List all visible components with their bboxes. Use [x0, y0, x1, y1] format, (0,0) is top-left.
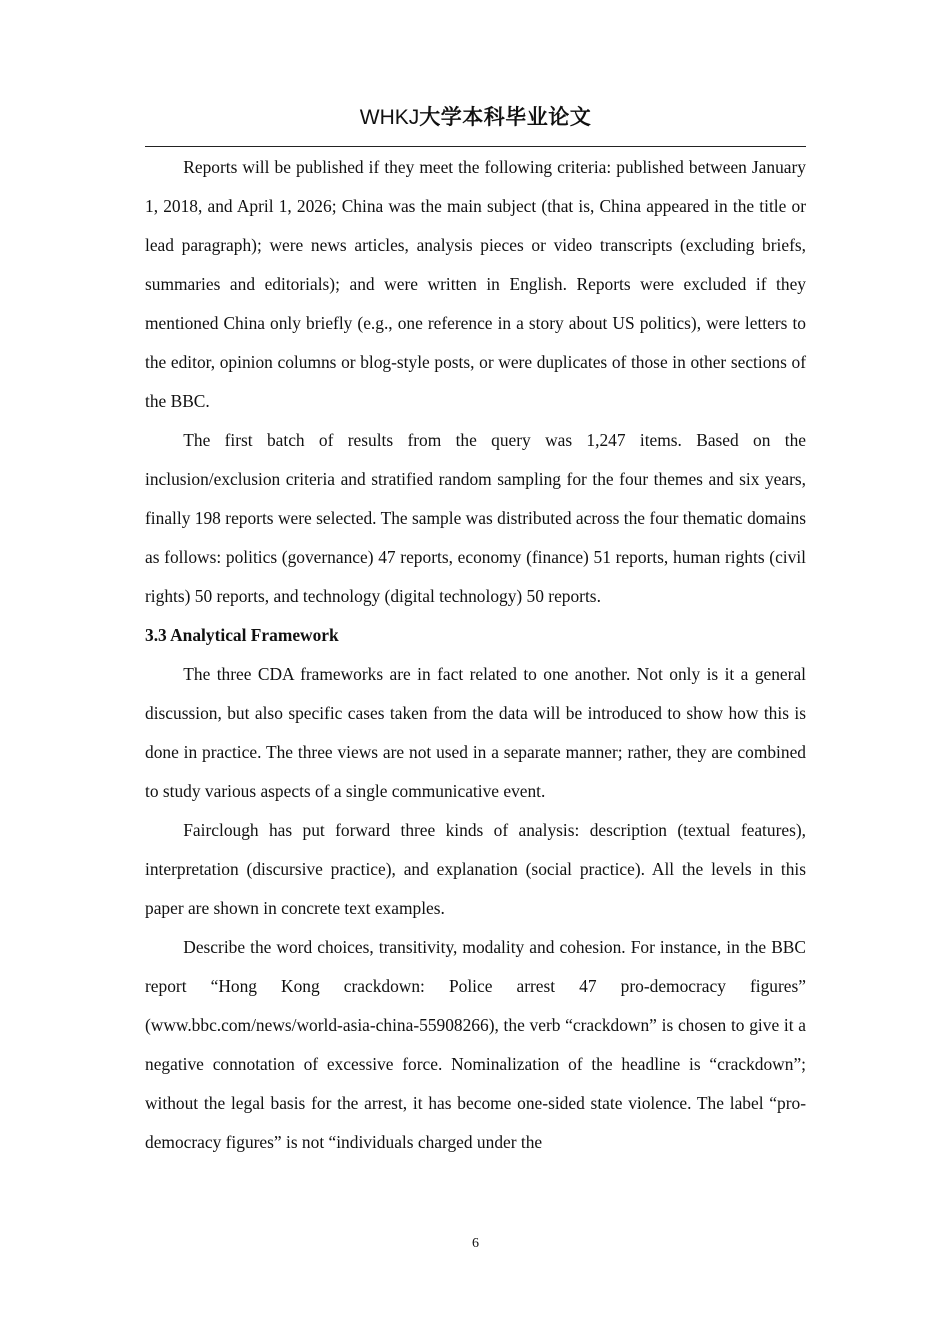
paragraph-cda-frameworks: The three CDA frameworks are in fact related to one another. Not only is it a general discussion, but also specific cases taken from the data will be introduced to show how this is done in practice. The three views are not used in a separate manner; rather, they are combined to study various aspects of a single communicative event. — [145, 664, 806, 801]
running-header-cjk: 大学本科毕业论文 — [419, 105, 592, 129]
section-heading: 3.3 Analytical Framework — [145, 625, 339, 645]
paragraph-inclusion-criteria: Reports will be published if they meet the following criteria: published between January 1, 2018, and April 1, 2026; China was the main subject (that is, China appeared in the title or lead paragraph); were news articles, analysis pieces or video transcripts (excluding briefs, summaries and editorials); and were written in English. Reports were excluded if they mentioned China only briefly (e.g., one reference in a story about US politics), were letters to the editor, opinion columns or blog-style posts, or were duplicates of those in other sections of the BBC. — [145, 157, 806, 411]
paragraph-sample-results: The first batch of results from the query was 1,247 items. Based on the inclusion/exclusion criteria and stratified random sampling for the four themes and six years, finally 198 reports were selected. The sample was distributed across the four thematic domains as follows: politics (governance) 47 reports, economy (finance) 51 reports, human rights (civil rights) 50 reports, and technology (digital technology) 50 reports. — [145, 430, 806, 606]
running-header-latin: WHKJ — [359, 106, 420, 129]
paragraph-word-choices: Describe the word choices, transitivity, modality and cohesion. For instance, in the BBC report “Hong Kong crackdown: Police arrest 47 pro-democracy figures” (www.bbc.com/news/world-asia-china-55908266), the verb “crackdown” is chosen to give it a negative connotation of excessive force. Nominalization of the headline is “crackdown”; without the legal basis for the arrest, it has become one-sided state violence. The label “pro-democracy figures” is not “individuals charged under the — [145, 937, 806, 1152]
page-number: 6 — [472, 1236, 479, 1251]
page-body — [145, 148, 806, 1162]
header-rule — [145, 146, 806, 147]
paragraph-fairclough: Fairclough has put forward three kinds of analysis: description (textual features), interpretation (discursive practice), and explanation (social practice). All the levels in this paper are shown in concrete text examples. — [145, 820, 806, 918]
running-header — [145, 102, 806, 133]
